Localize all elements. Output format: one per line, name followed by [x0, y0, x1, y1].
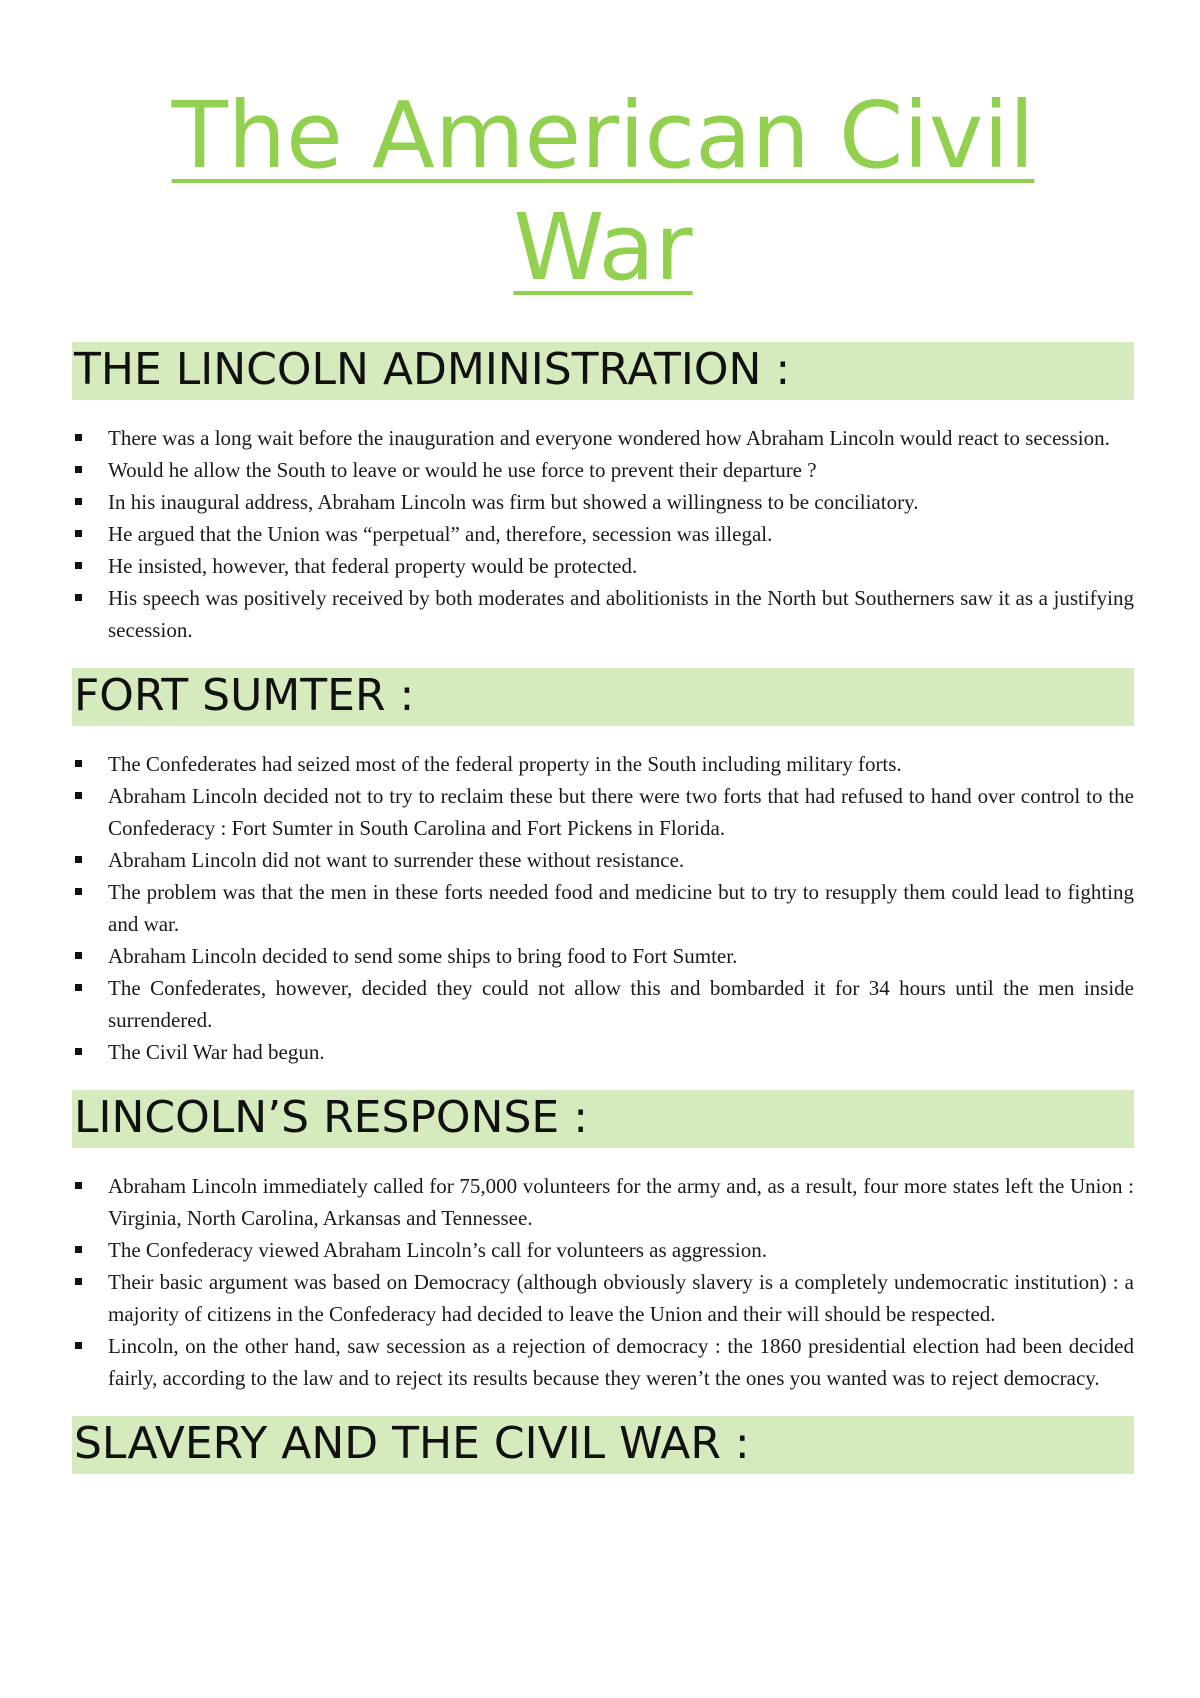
list-item: Their basic argument was based on Democracy (although obviously slavery is a completely undemocratic institution) : a majority of citizens in the Confederacy had decided to leave the Union and their will should be respected.	[72, 1266, 1134, 1330]
square-bullet-icon	[75, 562, 82, 569]
list-item: Lincoln, on the other hand, saw secession as a rejection of democracy : the 1860 presidential election had been decided fairly, according to the law and to reject its results because they weren’t the ones you wanted was to reject democracy.	[72, 1330, 1134, 1394]
list-item: He argued that the Union was “perpetual” and, therefore, secession was illegal.	[72, 518, 1134, 550]
square-bullet-icon	[75, 434, 82, 441]
square-bullet-icon	[75, 760, 82, 767]
square-bullet-icon	[75, 888, 82, 895]
list-item: Abraham Lincoln decided to send some ships to bring food to Fort Sumter.	[72, 940, 1134, 972]
list-item: The Civil War had begun.	[72, 1036, 1134, 1068]
list-item: The Confederates had seized most of the federal property in the South including military forts.	[72, 748, 1134, 780]
square-bullet-icon	[75, 1182, 82, 1189]
bullet-list-fort-sumter	[72, 748, 1134, 1068]
square-bullet-icon	[75, 792, 82, 799]
document-page	[72, 0, 1134, 1474]
section-heading-lincolns-response: LINCOLN’S RESPONSE :	[72, 1090, 1134, 1148]
square-bullet-icon	[75, 530, 82, 537]
bullet-list-lincolns-response	[72, 1170, 1134, 1394]
square-bullet-icon	[75, 952, 82, 959]
square-bullet-icon	[75, 984, 82, 991]
square-bullet-icon	[75, 1246, 82, 1253]
list-item: There was a long wait before the inauguration and everyone wondered how Abraham Lincoln would react to secession.	[72, 422, 1134, 454]
list-item: Abraham Lincoln decided not to try to reclaim these but there were two forts that had refused to hand over control to the Confederacy : Fort Sumter in South Carolina and Fort Pickens in Florida.	[72, 780, 1134, 844]
list-item: Abraham Lincoln did not want to surrender these without resistance.	[72, 844, 1134, 876]
list-item: He insisted, however, that federal property would be protected.	[72, 550, 1134, 582]
section-heading-fort-sumter: FORT SUMTER :	[72, 668, 1134, 726]
square-bullet-icon	[75, 1278, 82, 1285]
bullet-list-lincoln-administration	[72, 422, 1134, 646]
square-bullet-icon	[75, 856, 82, 863]
document-title	[72, 80, 1134, 304]
square-bullet-icon	[75, 466, 82, 473]
list-item: His speech was positively received by both moderates and abolitionists in the North but Southerners saw it as a justifying secession.	[72, 582, 1134, 646]
square-bullet-icon	[75, 498, 82, 505]
section-heading-lincoln-administration: THE LINCOLN ADMINISTRATION :	[72, 342, 1134, 400]
list-item: Abraham Lincoln immediately called for 75,000 volunteers for the army and, as a result, four more states left the Union : Virginia, North Carolina, Arkansas and Tennessee.	[72, 1170, 1134, 1234]
square-bullet-icon	[75, 1048, 82, 1055]
list-item: Would he allow the South to leave or would he use force to prevent their departure ?	[72, 454, 1134, 486]
square-bullet-icon	[75, 1342, 82, 1349]
list-item: The Confederates, however, decided they could not allow this and bombarded it for 34 hours until the men inside surrendered.	[72, 972, 1134, 1036]
document-title-text: The American Civil War	[171, 82, 1035, 301]
list-item: In his inaugural address, Abraham Lincoln was firm but showed a willingness to be conciliatory.	[72, 486, 1134, 518]
square-bullet-icon	[75, 594, 82, 601]
list-item: The Confederacy viewed Abraham Lincoln’s call for volunteers as aggression.	[72, 1234, 1134, 1266]
list-item: The problem was that the men in these forts needed food and medicine but to try to resupply them could lead to fighting and war.	[72, 876, 1134, 940]
section-heading-slavery-and-civil-war: SLAVERY AND THE CIVIL WAR :	[72, 1416, 1134, 1474]
